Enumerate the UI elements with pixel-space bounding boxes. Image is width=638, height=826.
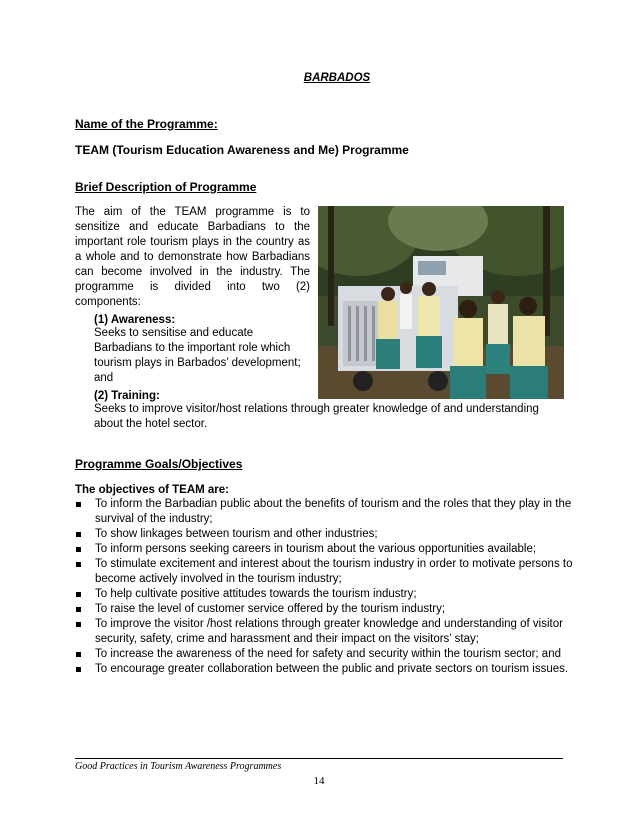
description-paragraph: The aim of the TEAM programme is to sensitize and educate Barbadians to the important role tourism plays in the country as a whole and to demonstrate how Barbadians can become involved in the industry. The programme is divided into two (2) components: <box>75 206 310 308</box>
component-awareness <box>94 314 301 386</box>
bullet-square-icon <box>76 592 81 597</box>
list-item: To stimulate excitement and interest about the tourism industry in order to motivate persons to become actively involved in the tourism industry; <box>75 557 575 587</box>
component-line: tourism plays in Barbados’ development; <box>94 357 301 369</box>
list-item: To inform persons seeking careers in tourism about the various opportunities available; <box>75 542 575 557</box>
bullet-square-icon <box>76 562 81 567</box>
bullet-square-icon <box>76 547 81 552</box>
list-item: To help cultivate positive attitudes towards the tourism industry; <box>75 587 575 602</box>
bullet-square-icon <box>76 622 81 627</box>
list-item: To encourage greater collaboration between the public and private sectors on tourism issues. <box>75 662 575 677</box>
objectives-list <box>75 497 575 677</box>
list-item: To inform the Barbadian public about the benefits of tourism and the roles that they play in the survival of the industry; <box>75 497 575 527</box>
bullet-square-icon <box>76 667 81 672</box>
component-heading: (2) Training: <box>94 390 160 402</box>
component-line: Seeks to improve visitor/host relations through greater knowledge of and understanding <box>94 403 539 415</box>
page-number: 14 <box>313 775 325 787</box>
component-line: about the hotel sector. <box>94 418 208 430</box>
component-heading: (1) Awareness: <box>94 314 176 326</box>
bullet-square-icon <box>76 502 81 507</box>
programme-name: TEAM (Tourism Education Awareness and Me) Programme <box>75 143 409 157</box>
bullet-square-icon <box>76 607 81 612</box>
component-line: Seeks to sensitise and educate <box>94 327 254 339</box>
programme-name-heading: Name of the Programme: <box>75 117 218 131</box>
bullet-square-icon <box>76 532 81 537</box>
objectives-subheading: The objectives of TEAM are: <box>75 484 230 496</box>
students-photo <box>318 206 564 399</box>
bullet-square-icon <box>76 652 81 657</box>
country-heading: BARBADOS <box>303 72 371 84</box>
footer-divider <box>75 758 563 759</box>
goals-heading: Programme Goals/Objectives <box>75 457 243 471</box>
list-item: To improve the visitor /host relations through greater knowledge and understanding of visitor security, safety, crime and harassment and their impact on the visitors’ stay; <box>75 617 575 647</box>
footer-text: Good Practices in Tourism Awareness Programmes <box>75 761 282 772</box>
component-line: and <box>94 372 114 384</box>
component-line: Barbadians to the important role which <box>94 342 291 354</box>
list-item: To raise the level of customer service offered by the tourism industry; <box>75 602 575 617</box>
list-item: To increase the awareness of the need for safety and security within the tourism sector; and <box>75 647 575 662</box>
list-item: To show linkages between tourism and other industries; <box>75 527 575 542</box>
description-heading: Brief Description of Programme <box>75 180 257 194</box>
